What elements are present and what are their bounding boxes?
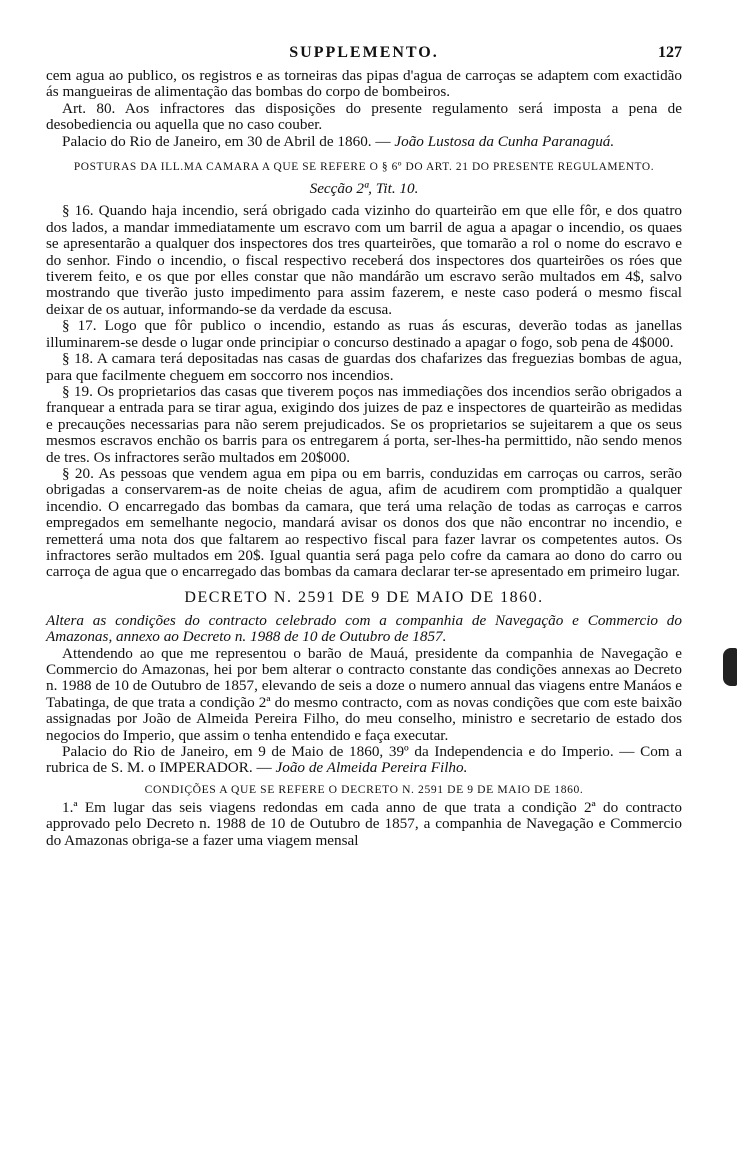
posturas-heading: POSTURAS DA ILL.MA CAMARA A QUE SE REFERE O § 6º DO ART. 21 DO PRESENTE REGULAMENTO. xyxy=(73,161,655,174)
decree-summary: Altera as condições do contracto celebrado com a companhia de Navegação e Commercio do Amazonas, annexo ao Decreto n. 1988 de 10 de Outubro de 1857. xyxy=(46,611,682,646)
decree-title: DECRETO N. 2591 DE 9 DE MAIO DE 1860. xyxy=(184,588,544,606)
regulation-signature xyxy=(46,134,682,150)
page-number: 127 xyxy=(658,44,682,61)
condition-1: 1.ª Em lugar das seis viagens redondas em cada anno de que trata a condição 2ª do contracto approvado pelo Decreto n. 1988 de 10 de Outubro de 1857, a companhia de Navegação e Commercio do Amazonas obriga-se a fazer uma viagem mensal xyxy=(46,798,682,849)
decree-signature xyxy=(46,744,682,777)
section-19: § 19. Os proprietarios das casas que tiverem poços nas immediações dos incendios serão obrigados a franquear a entrada para se tirar agua, exigindo dos juizes de paz e inspectores de quarteirão as medidas e precauções necessarias para não serem prejudicados. Se os proprietarios se sujeitarem a que os seus mesmos escravos enchão os barris para os entregarem á porta, ser-lhes-ha permittido, não sendo menos de tres. Os infractores serão multados em 20$000. xyxy=(46,382,682,466)
section-20: § 20. As pessoas que vendem agua em pipa ou em barris, conduzidas em carroças ou carros, serão obrigadas a conservarem-as de noite cheias de agua, afim de acudirem com promptidão a qualquer incendio. O encarregado das bombas da camara, que terá uma relação de todas as carroças e carros empregados em semelhante negocio, mandará avisar os donos dos que não encontrar no incendio, e remetterá uma nota dos que faltarem ao respectivo fiscal para fazer lavrar os competentes autos. Os infractores serão multados em 20$. Igual quantia será paga pelo cofre da camara ao dono do carro ou carroça de agua que o encarregado das bombas da camara declarar ter-se apresentado em primeiro lugar. xyxy=(46,464,682,581)
regulation-article-80: Art. 80. Aos infractores das disposições do presente regulamento será imposta a pena de desobediencia ou aquella que no caso couber. xyxy=(46,99,682,134)
page-header xyxy=(46,42,682,68)
margin-ink-blot xyxy=(723,648,737,686)
section-reference: Secção 2ª, Tit. 10. xyxy=(309,180,419,198)
section-16: § 16. Quando haja incendio, será obrigado cada vizinho do quarteirão em que elle fôr, e dos quatro dos lados, a mandar immediatamente um escravo com um barril de agua a apagar o incendio, os quaes se apresentarão a qualquer dos inspectores dos tres quarteirões, que tomarão a rol o nome do escravo e do senhor. Findo o incendio, o fiscal respectivo receberá dos inspectores dos quarteirões os róes que tiverem feito, e os que por elles constar que não mandárão um escravo serão multados em 4$, salvo mostrando que tiverão justo impedimento para assim fazerem, e neste caso poderá o mesmo fiscal deixar de os autuar, informando-se da verdade da escusa. xyxy=(46,202,682,318)
decree-signatory-name: João de Almeida Pereira Filho. xyxy=(275,759,468,777)
document-page xyxy=(46,42,682,849)
section-18: § 18. A camara terá depositadas nas casas de guardas dos chafarizes das freguezias bombas de agua, para que facilmente cheguem em soccorro nos incendios. xyxy=(46,350,682,384)
running-title: SUPPLEMENTO. xyxy=(289,44,439,61)
regulation-article-continuation: cem agua ao publico, os registros e as torneiras das pipas d'agua de carroças se adaptem com exactidão ás mangueiras de alimentação das bombas do corpo de bombeiros. xyxy=(46,67,682,101)
conditions-heading: CONDIÇÕES A QUE SE REFERE O DECRETO N. 2591 DE 9 DE MAIO DE 1860. xyxy=(144,782,584,796)
decree-signature-text: Palacio do Rio de Janeiro, em 9 de Maio de 1860, 39º da Independencia e do Imperio. — Com a rubrica de S. M. o IMPERADOR. — xyxy=(46,743,682,777)
decree-body: Attendendo ao que me representou o barão de Mauá, presidente da companhia de Navegação e Commercio do Amazonas, hei por bem alterar o contracto constante das condições annexas ao Decreto n. 1988 de 10 de Outubro de 1857, elevando de seis a doze o numero annual das viagens entre Manáos e Tabatinga, de que trata a condição 2ª do mesmo contracto, com as novas condições que com este baixão assignadas por João de Almeida Pereira Filho, do meu conselho, ministro e secretario de estado dos negocios do Imperio, que assim o tenha entendido e faça executar. xyxy=(46,644,682,744)
section-17: § 17. Logo que fôr publico o incendio, estando as ruas ás escuras, deverão todas as janellas illuminarem-se desde o lugar onde principiar o concurso destinado a apagar o fogo, sob pena de 4$000. xyxy=(46,317,682,351)
signature-text: Palacio do Rio de Janeiro, em 30 de Abril de 1860. — xyxy=(62,132,391,150)
signatory-name: João Lustosa da Cunha Paranaguá. xyxy=(394,132,615,150)
